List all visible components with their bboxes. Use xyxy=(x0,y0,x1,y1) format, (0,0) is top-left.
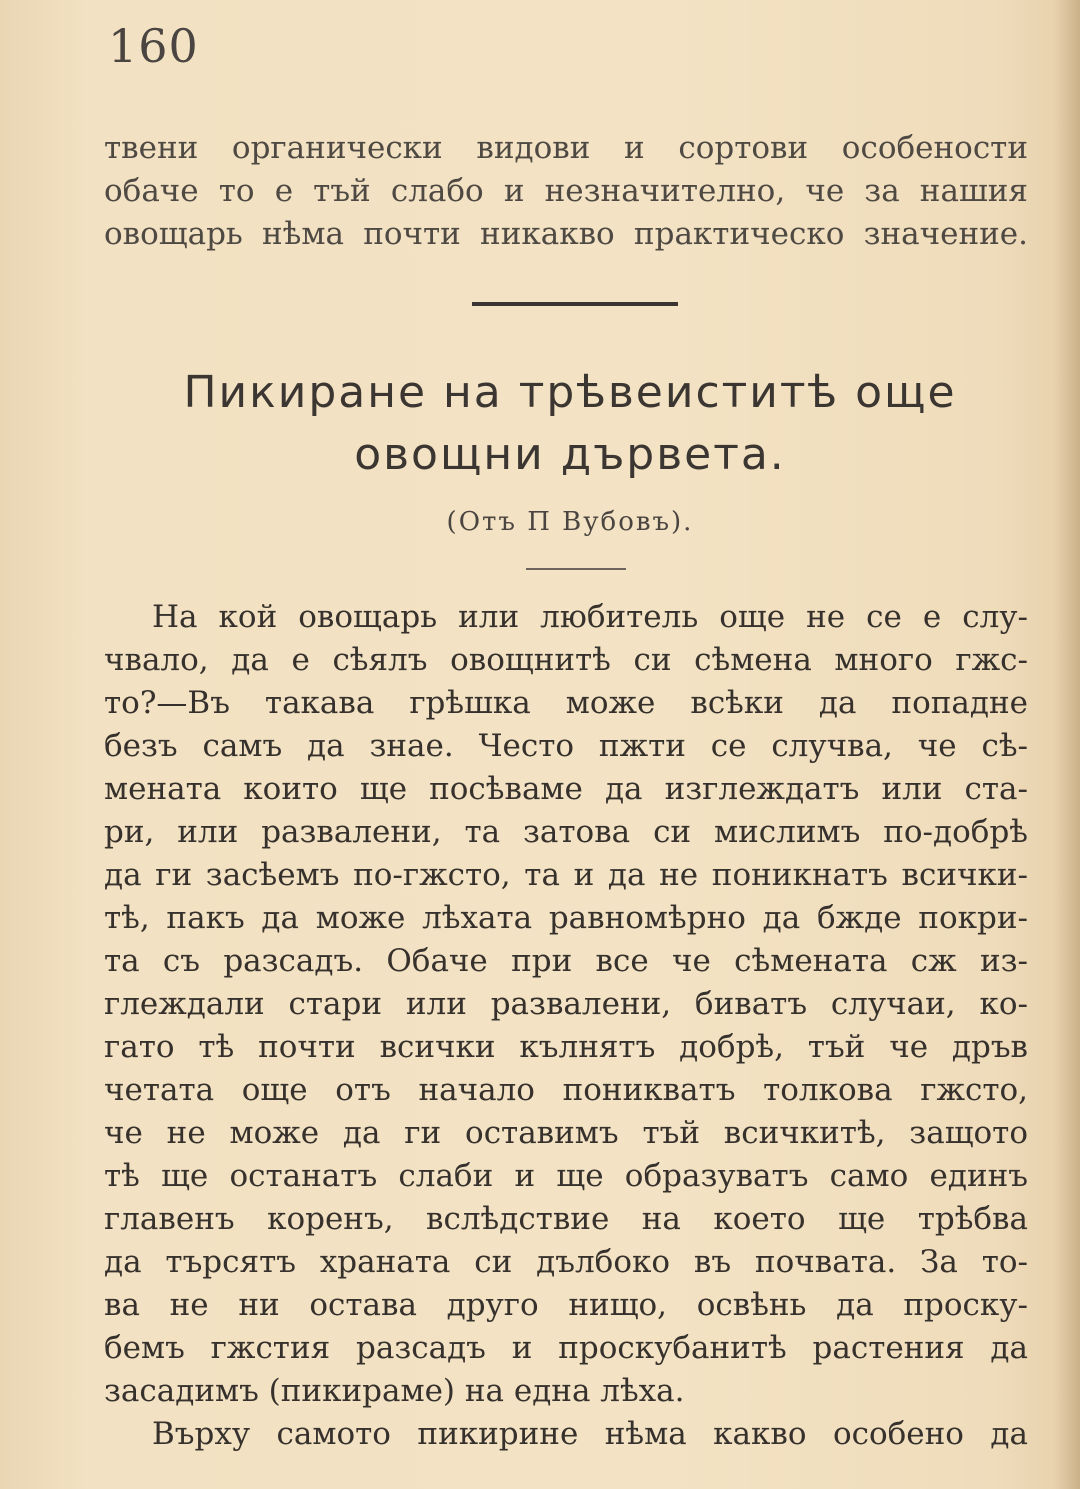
article-body xyxy=(104,596,1028,1456)
body-line: ри, или развалени, та затова си мислимъ по-добрѣ xyxy=(104,814,1028,850)
intro-paragraph xyxy=(104,127,1028,256)
body-line: да търсятъ храната си дълбоко въ почвата. За то- xyxy=(104,1244,1028,1280)
body-line: главенъ коренъ, вслѣдствие на което ще трѣбва xyxy=(104,1201,1028,1237)
article-title-line: овощни дървета. xyxy=(354,429,786,480)
body-line: та съ разсадъ. Обаче при все че сѣмената сж из- xyxy=(104,943,1028,979)
intro-line: обаче то е тъй слабо и незначително, че за нашия xyxy=(104,173,1028,209)
page-number: 160 xyxy=(108,19,199,73)
body-line: тѣ ще останатъ слаби и ще образуватъ само единъ xyxy=(104,1158,1028,1194)
section-divider xyxy=(472,302,678,306)
body-line: мената които ще посѣваме да изглеждатъ или ста- xyxy=(104,771,1028,807)
body-line: че не може да ги оставимъ тъй всичкитѣ, защото xyxy=(104,1115,1028,1151)
article-author: (Отъ П Вубовъ). xyxy=(446,507,694,537)
article-title-line: Пикиране на трѣвеиститѣ още xyxy=(183,367,957,418)
body-line: ва не ни остава друго нищо, освѣнь да проску- xyxy=(104,1287,1028,1323)
article-title xyxy=(100,362,1040,486)
body-line: чвало, да е сѣялъ овощнитѣ си сѣмена много гжс- xyxy=(104,642,1028,678)
author-divider xyxy=(526,568,626,570)
body-line: Върху самото пикирине нѣма какво особено да xyxy=(152,1416,1028,1452)
body-line: засадимъ (пикираме) на една лѣха. xyxy=(104,1373,685,1409)
body-line: да ги засѣемъ по-гжсто, та и да не поникнатъ всички- xyxy=(104,857,1028,893)
body-line: На кой овощарь или любитель още не се е слу- xyxy=(152,599,1028,635)
body-line: гато тѣ почти всички кълнятъ добрѣ, тъй че дръв xyxy=(104,1029,1028,1065)
body-line: глеждали стари или развалени, биватъ случаи, ко- xyxy=(104,986,1028,1022)
page-edge-shadow xyxy=(1054,0,1080,1489)
body-line: бемъ гжстия разсадъ и проскубанитѣ растения да xyxy=(104,1330,1028,1366)
body-line: безъ самъ да знае. Често пжти се случва, че сѣ- xyxy=(104,728,1028,764)
body-line: тѣ, пакъ да може лѣхата равномѣрно да бжде покри- xyxy=(104,900,1028,936)
body-line: четата още отъ начало поникватъ толкова гжсто, xyxy=(104,1072,1028,1108)
intro-line: твени органически видови и сортови особености xyxy=(104,130,1028,166)
body-line: то?—Въ такава грѣшка може всѣки да попадне xyxy=(104,685,1028,721)
intro-line: овощарь нѣма почти никакво практическо значение. xyxy=(104,216,1028,252)
